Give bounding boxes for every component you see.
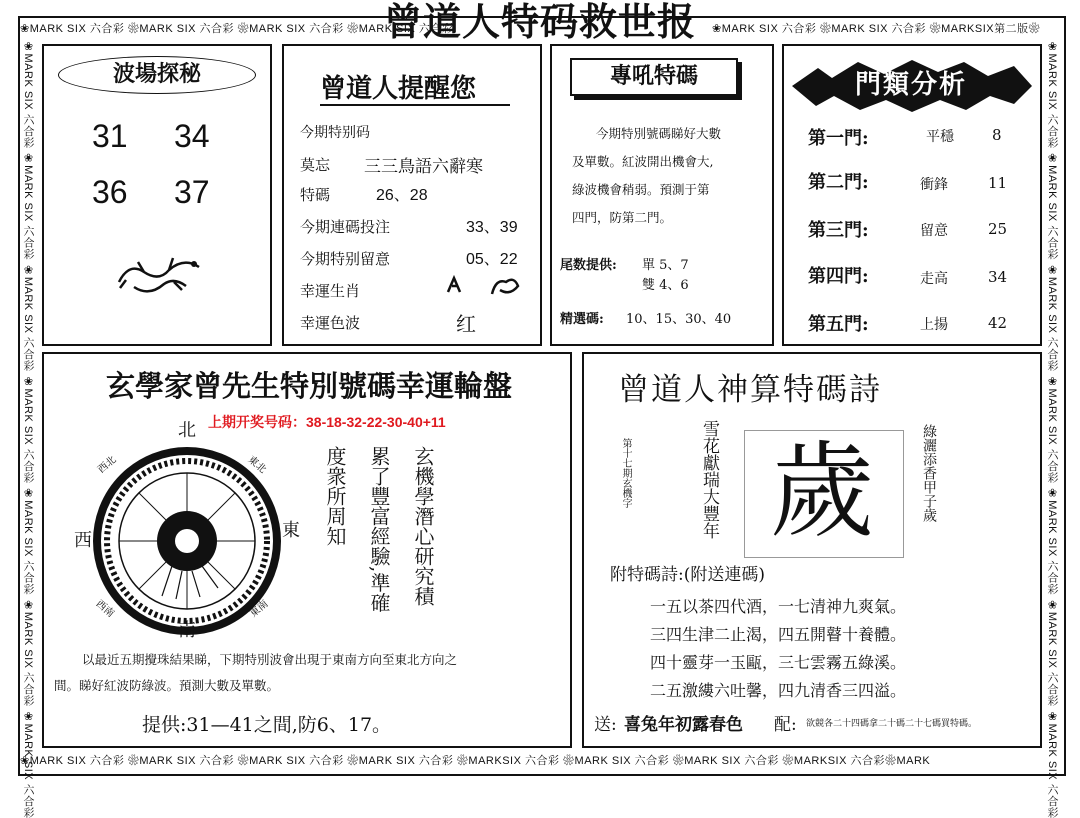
poem-line: 三四生津二止渴，四五開瞽十養體。 [650, 625, 907, 644]
door-name: 第四門: [808, 266, 869, 287]
reminder-label: 特碼 [300, 186, 331, 204]
door-word: 衝鋒 [920, 177, 948, 193]
door-word: 留意 [920, 223, 948, 239]
page-title: 曾道人特码救世报 [383, 0, 696, 44]
door-word: 走高 [920, 271, 948, 287]
reminder-label: 今期特别留意 [300, 250, 391, 268]
send-value: 喜兔年初露春色 [624, 715, 743, 735]
brand-strip-bottom: ❀MARK SIX 六合彩 ❀MARK SIX 六合彩 ❀MARK SIX 六合彩 ❀MARK SIX 六合彩 ❀MARKSIX 六合彩 ❀MARK SIX 六合彩 ❀MARK SIX 六合彩 ❀MARKSIX 六合彩❀MARK [20, 755, 931, 767]
wave-number: 34 [174, 118, 210, 154]
dir-north: 北 [178, 420, 196, 441]
last-draw: 上期开奖号码：38-18-32-22-30-40+11 [208, 414, 446, 430]
special-paragraph-line: 今期特別號碼睇好大數 [596, 126, 722, 141]
poem-panel [582, 352, 1042, 748]
wave-number: 37 [174, 174, 210, 210]
reminder-value: 05、22 [466, 251, 518, 268]
door-name: 第三門: [808, 220, 869, 241]
poem-column: 累了豐富經驗,準確 [367, 446, 391, 613]
door-name: 第二門: [808, 172, 869, 193]
door-name: 第五門: [808, 314, 869, 335]
poem-left-column: 第十七期玄機字 [620, 438, 631, 508]
pair-label: 配: [774, 715, 797, 735]
reminder-label: 今期連碼投注 [300, 218, 391, 236]
special-paragraph-line: 及單數。紅波開出機會大, [572, 154, 714, 169]
brand-strip-right: ❀MARK SIX 六合彩 ❀MARK SIX 六合彩 ❀MARK SIX 六合彩 ❀MARK SIX 六合彩 ❀MARK SIX 六合彩 ❀MARK SIX 六合彩 ❀MARK SIX 六合彩 [1046, 40, 1058, 818]
dir-west: 西 [74, 530, 92, 551]
door-word: 上揚 [920, 317, 948, 333]
reminder-value: 红 [456, 312, 476, 336]
tail-single: 單 5、7 [642, 258, 689, 273]
door-num: 34 [988, 268, 1008, 286]
special-panel [550, 44, 774, 346]
brand-strip-top-right: ❀MARK SIX 六合彩 ❀MARK SIX 六合彩 ❀MARKSIX第二版❀ [712, 23, 1041, 35]
wheel-note-line: 間。睇好紅波防綠波。預測大數及單數。 [54, 678, 280, 693]
send-label: 送: [594, 715, 617, 735]
brand-strip-left: ❀MARK SIX 六合彩 ❀MARK SIX 六合彩 ❀MARK SIX 六合彩 ❀MARK SIX 六合彩 ❀MARK SIX 六合彩 ❀MARK SIX 六合彩 ❀MARK SIX 六合彩 [22, 40, 34, 818]
reminder-panel [282, 44, 542, 346]
poem-line: 二五激縷六吐馨，四九清香三四溢。 [650, 681, 907, 700]
special-paragraph-line: 綠波機會稍弱。預測于第 [572, 182, 710, 197]
wheel-note-line: 以最近五期攪珠結果睇，下期特別波會出現于東南方向至東北方向之 [82, 652, 458, 667]
wheel-provide: 提供:31—41之間,防6、17。 [142, 714, 392, 736]
poem-line: 一五以茶四代酒，一七清神九爽氣。 [650, 597, 907, 616]
poem-column: 玄機學潛心研究積 [411, 446, 435, 606]
special-panel-title: 專吼特碼 [570, 58, 738, 96]
poem-panel-title: 曾道人神算特碼詩 [618, 372, 882, 408]
dir-sw: 西南 [93, 598, 116, 620]
tail-label: 尾数提供: [560, 258, 617, 273]
reminder-panel-title: 曾道人提醒您 [320, 74, 477, 104]
dir-east: 東 [282, 520, 300, 541]
poem-column: 度衆所周知 [323, 446, 347, 546]
reminder-label: 幸運生肖 [300, 282, 361, 300]
wheel-panel-title: 玄學家曾先生特別號碼幸運輪盤 [106, 369, 513, 403]
big-char: 歲 [770, 430, 875, 552]
dir-ne: 東北 [245, 454, 268, 476]
door-num: 8 [992, 126, 1002, 144]
poem-subtitle: 附特碼詩:(附送連碼) [610, 565, 765, 585]
door-num: 11 [988, 174, 1008, 192]
wave-number: 31 [92, 118, 128, 154]
door-num: 25 [988, 220, 1008, 238]
dir-nw: 西北 [96, 454, 119, 476]
dir-se: 東南 [248, 598, 271, 620]
reminder-label: 莫忘 [300, 156, 331, 174]
poem-line: 四十靈芽一玉甌，三七雲霧五綠溪。 [650, 653, 907, 672]
reminder-value: 33、39 [466, 219, 518, 236]
tail-double: 雙 4、6 [642, 278, 689, 293]
pair-value: 欲競各二十四碼拿二十碼二十七碼買特碼。 [806, 719, 978, 729]
reminder-value: 三三鳥語六辭寒 [364, 157, 483, 177]
dir-south: 南 [178, 620, 196, 641]
special-paragraph-line: 四門，防第二門。 [572, 210, 673, 225]
wheel-panel [42, 352, 572, 748]
door-num: 42 [988, 314, 1008, 332]
reminder-label: 今期特别码 [300, 125, 370, 141]
wave-panel [42, 44, 272, 346]
zodiac-icon [444, 272, 524, 300]
selected-value: 10、15、30、40 [626, 312, 732, 327]
wave-panel-title: 波場探秘 [58, 56, 256, 94]
poem-right-column: 綠灑添香甲子歲 [921, 424, 937, 522]
selected-label: 精選碼: [560, 312, 604, 327]
brand-strip-top-left: ❀MARK SIX 六合彩 ❀MARK SIX 六合彩 ❀MARK SIX 六合彩 ❀MARK SIX 六合彩 [20, 23, 454, 35]
poem-mid-column: 雪花獻瑞大豐年 [699, 420, 719, 539]
title-underline [320, 104, 510, 106]
dragon-icon [114, 242, 204, 302]
door-name: 第一門: [808, 128, 869, 149]
wave-number: 36 [92, 174, 128, 210]
door-word: 平穩 [926, 129, 954, 145]
door-panel-title: 門類分析 [854, 70, 967, 100]
door-panel [782, 44, 1042, 346]
reminder-label: 幸運色波 [300, 314, 361, 332]
reminder-value: 26、28 [376, 187, 428, 204]
